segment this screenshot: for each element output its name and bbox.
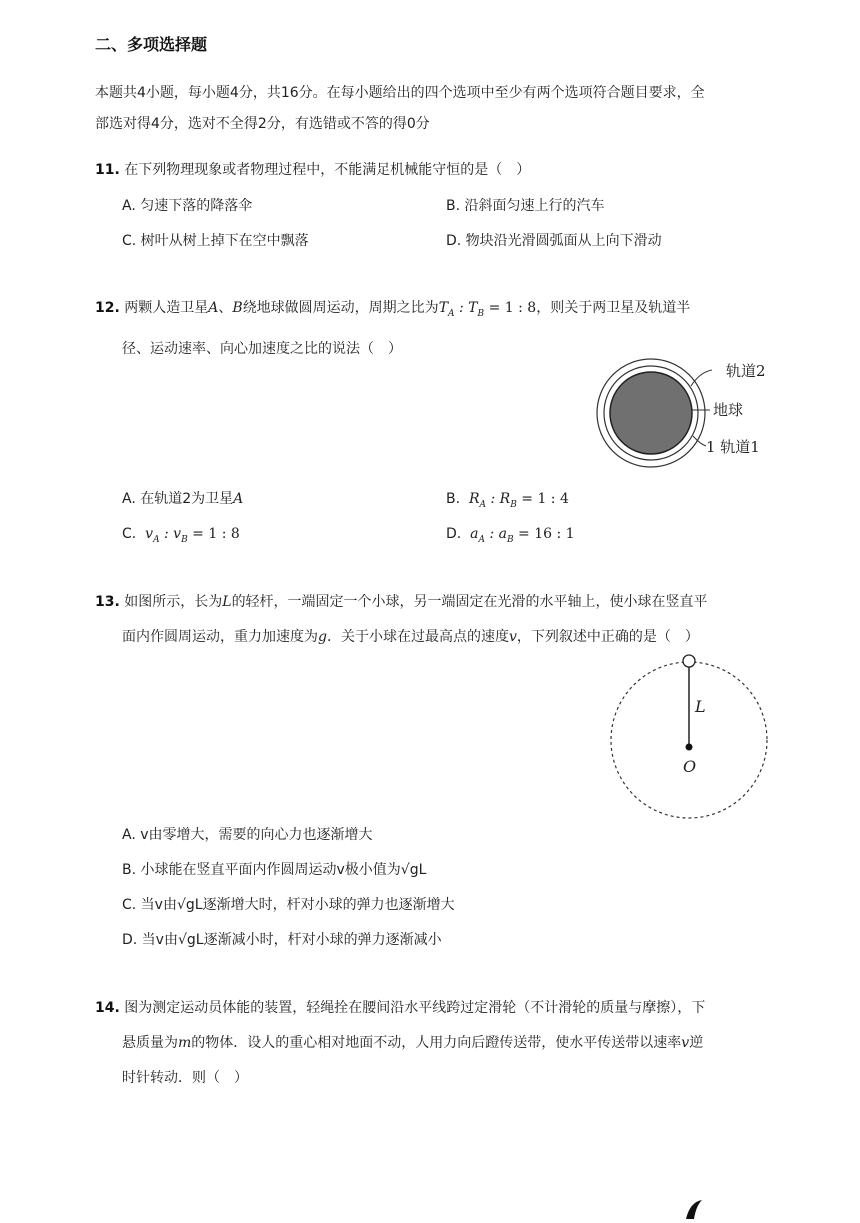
accel-ratio: $a_A$ : $a_B = 16$ : 1 <box>470 526 575 545</box>
var-g: g <box>318 629 327 645</box>
speed-ratio: $v_A$ : $v_B = 1$ : 8 <box>145 526 240 545</box>
question-stem-line-2: 径、运动速率、向心加速度之比的说法（ ） <box>122 340 402 357</box>
section-instructions <box>95 78 775 140</box>
question-stem-part: 如图所示，长为 <box>124 594 223 610</box>
small-ball <box>683 655 695 667</box>
q11-option-a[interactable]: A. 匀速下落的降落伞 <box>122 198 253 214</box>
question-stem-part: 的轻杆，一端固定一个小球，另一端固定在光滑的水平轴上，使小球在竖直平 <box>231 594 708 610</box>
q13-option-c[interactable]: C. 当v由√gL逐渐增大时，杆对小球的弹力也逐渐增大 <box>122 897 455 913</box>
section-title: 二、多项选择题 <box>95 35 208 54</box>
var-m: m <box>178 1035 192 1051</box>
var-v: v <box>681 1035 690 1051</box>
question-stem-part: 的物体．设人的重心相对地面不动，人用力向后蹬传送带，使水平传送带以速率 <box>191 1035 682 1051</box>
q13-option-a[interactable]: A. v由零增大，需要的向心力也逐渐增大 <box>122 827 373 843</box>
instructions-line-1: 本题共4小题，每小题4分，共16分。在每小题给出的四个选项中至少有两个选项符合题目要求，全 <box>95 85 705 101</box>
question-number: 11. <box>95 162 120 178</box>
var-b: B <box>232 300 243 316</box>
q11-option-b[interactable]: B. 沿斜面匀速上行的汽车 <box>446 198 605 214</box>
option-label: D. <box>446 526 462 542</box>
option-var: A <box>233 491 244 507</box>
var-v: v <box>508 629 517 645</box>
earth-disk <box>610 372 692 454</box>
axis-label: O <box>683 757 697 776</box>
orbit-figure <box>596 358 776 478</box>
question-stem-line-3: 时针转动．则（ ） <box>122 1070 248 1086</box>
option-text: A. 在轨道2为卫星 <box>122 491 234 507</box>
earth-label: 地球 <box>713 401 744 419</box>
orbit-2-label: 轨道2 <box>726 362 766 380</box>
period-ratio: $T_A$ : $T_B = 1$ : 8 <box>438 300 537 319</box>
question-stem-part: ，下列叙述中正确的是（ ） <box>516 629 699 645</box>
q13-option-b[interactable]: B. 小球能在竖直平面内作圆周运动v极小值为√gL <box>122 862 427 878</box>
instructions-line-2: 部选对得4分，选对不全得2分，有选错或不答的得0分 <box>95 116 430 132</box>
question-stem-part: ．关于小球在过最高点的速度 <box>326 629 509 645</box>
question-stem-part: ，则关于两卫星及轨道半 <box>536 300 691 316</box>
question-13 <box>95 585 775 655</box>
figure-fragment <box>686 1200 702 1219</box>
question-stem-part: 悬质量为 <box>122 1035 178 1051</box>
q12-option-d[interactable] <box>446 524 575 550</box>
question-12 <box>95 291 775 367</box>
question-number: 14. <box>95 1000 120 1016</box>
question-stem-part: 逆 <box>689 1035 704 1051</box>
rod-length-label: L <box>695 697 706 716</box>
q12-option-c[interactable] <box>122 524 240 550</box>
q12-option-a[interactable] <box>122 489 243 509</box>
radius-ratio: $R_A$ : $R_B = 1$ : 4 <box>468 491 569 510</box>
option-label: B. <box>446 491 461 507</box>
question-number: 12. <box>95 300 120 316</box>
rod-circle-figure <box>606 650 774 826</box>
orbit-2-pointer <box>691 370 712 386</box>
question-stem-part: 图为测定运动员体能的装置，轻绳拴在腰间沿水平线跨过定滑轮（不计滑轮的质量与摩擦），下 <box>124 1000 706 1016</box>
var-a: A <box>208 300 219 316</box>
question-stem-part: 绕地球做圆周运动，周期之比为 <box>242 300 439 316</box>
separator: 、 <box>218 300 233 316</box>
q14-figure-partial <box>682 1190 712 1223</box>
q13-option-d[interactable]: D. 当v由√gL逐渐减小时，杆对小球的弹力逐渐减小 <box>122 932 442 948</box>
q11-option-d[interactable]: D. 物块沿光滑圆弧面从上向下滑动 <box>446 233 662 249</box>
question-stem-part: 两颗人造卫星 <box>124 300 209 316</box>
q11-option-c[interactable]: C. 树叶从树上掉下在空中飘落 <box>122 233 309 249</box>
question-number: 13. <box>95 594 120 610</box>
question-stem-part: 面内作圆周运动，重力加速度为 <box>122 629 318 645</box>
q12-option-b[interactable] <box>446 489 569 515</box>
question-11 <box>95 153 775 188</box>
option-label: C. <box>122 526 137 542</box>
orbit-1-label: 1 轨道1 <box>706 438 760 456</box>
question-stem: 在下列物理现象或者物理过程中，不能满足机械能守恒的是（ ） <box>124 162 531 178</box>
axis-point <box>686 744 693 751</box>
question-14 <box>95 991 775 1096</box>
var-l: L <box>222 594 232 610</box>
